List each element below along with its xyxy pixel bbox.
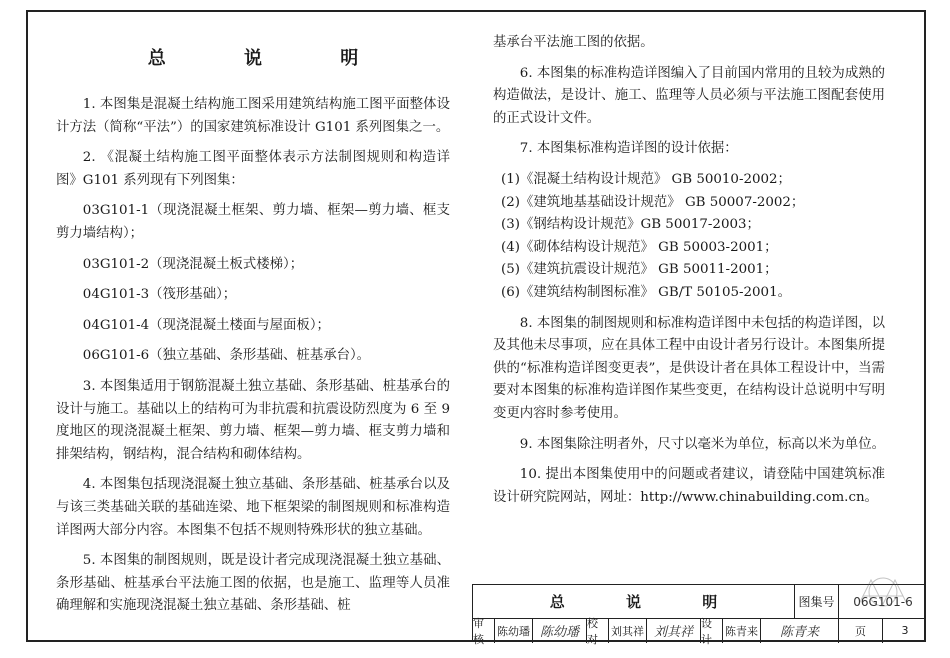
paragraph-9: 9. 本图集除注明者外，尺寸以毫米为单位，标高以米为单位。	[519, 436, 885, 452]
page-label: 页	[839, 618, 883, 643]
atlas-list-item: 03G101-2（现浇混凝土板式楼梯）；	[82, 256, 304, 272]
reference-item: (1)《混凝土结构设计规范》 GB 50010-2002；	[501, 171, 791, 187]
designer-signature: 陈青来	[761, 618, 839, 643]
atlas-list-item: 03G101-1（现浇混凝土框架、剪力墙、框架—剪力墙、框支剪力墙结构）；	[56, 203, 450, 241]
paragraph-1: 1. 本图集是混凝土结构施工图采用建筑结构施工图平面整体设计方法（简称“平法”）的国家建筑标准设计 G101 系列图集之一。	[56, 97, 450, 135]
reference-item: (6)《建筑结构制图标准》 GB/T 50105-2001。	[501, 284, 791, 300]
atlas-number-label: 图集号	[795, 585, 839, 618]
reference-item: (2)《建筑地基基础设计规范》 GB 50007-2002；	[501, 194, 805, 210]
checker-signature: 刘其祥	[647, 618, 701, 643]
reviewer-name: 陈幼璠	[495, 618, 533, 643]
paragraph-6: 6. 本图集的标准构造详图编入了目前国内常用的且较为成熟的构造做法，是设计、施工、监理等人员必须与平法施工图配套使用的正式设计文件。	[493, 65, 885, 126]
title-block-row-2	[473, 616, 926, 646]
check-label: 校对	[587, 618, 609, 643]
paragraph-8: 8. 本图集的制图规则和标准构造详图中未包括的构造详图，以及其他未尽事项，应在具体工程中由设计者另行设计。本图集所提供的“标准构造详图变更表”，是供设计者在具体工程设计中，当需要对本图集的标准构造详图作某些变更，在结构设计总说明中写明变更内容时参考使用。	[493, 315, 885, 421]
atlas-number: 06G101-6	[853, 594, 913, 609]
reviewer-signature: 陈幼璠	[533, 618, 587, 643]
checker-name: 刘其祥	[609, 618, 647, 643]
paragraph-7: 7. 本图集标准构造详图的设计依据：	[519, 141, 738, 157]
page-number: 3	[901, 624, 909, 637]
paragraph-5: 5. 本图集的制图规则，既是设计者完成现浇混凝土独立基础、条形基础、桩基承台平法施工图的依据，也是施工、监理等人员准确理解和实施现浇混凝土独立基础、条形基础、桩	[56, 553, 450, 614]
reference-item: (4)《砌体结构设计规范》 GB 50003-2001；	[501, 239, 778, 255]
paragraph-2: 2. 《混凝土结构施工图平面整体表示方法制图规则和构造详图》G101 系列现有下列图集：	[56, 150, 450, 188]
paragraph-3: 3. 本图集适用于钢筋混凝土独立基础、条形基础、桩基承台的设计与施工。基础以上的结构可为非抗震和抗震设防烈度为 6 至 9 度地区的现浇混凝土框架、剪力墙、框架—剪力墙、框支剪力墙和排架结构，钢结构，混合结构和砌体结构。	[56, 378, 450, 462]
reference-item: (5)《建筑抗震设计规范》 GB 50011-2001；	[501, 262, 778, 278]
left-column	[56, 48, 450, 626]
page-title: 总 说 明	[147, 48, 395, 69]
atlas-list-item: 06G101-6（独立基础、条形基础、桩基承台）。	[82, 348, 371, 364]
paragraph-10: 10. 提出本图集使用中的问题或者建议，请登陆中国建筑标准设计研究院网站，网址：http://www.chinabuilding.com.cn。	[493, 467, 885, 505]
designer-name: 陈青来	[723, 618, 761, 643]
design-label: 设计	[701, 618, 723, 643]
watermark-seal-icon	[851, 574, 915, 612]
paragraph-4: 4. 本图集包括现浇混凝土独立基础、条形基础、桩基承台以及与该三类基础关联的基础连梁、地下框架梁的制图规则和标准构造详图两大部分内容。本图集不包括不规则特殊形状的独立基础。	[56, 477, 450, 538]
atlas-list-item: 04G101-3（筏形基础）；	[82, 287, 237, 303]
reference-item: (3)《钢结构设计规范》GB 50017-2003；	[501, 217, 760, 233]
atlas-list-item: 04G101-4（现浇混凝土楼面与屋面板）；	[82, 317, 330, 333]
title-block-name: 总 说 明	[473, 585, 795, 618]
review-label: 审核	[473, 618, 495, 643]
right-column	[493, 32, 885, 517]
paragraph-5-continued: 基承台平法施工图的依据。	[493, 35, 654, 50]
